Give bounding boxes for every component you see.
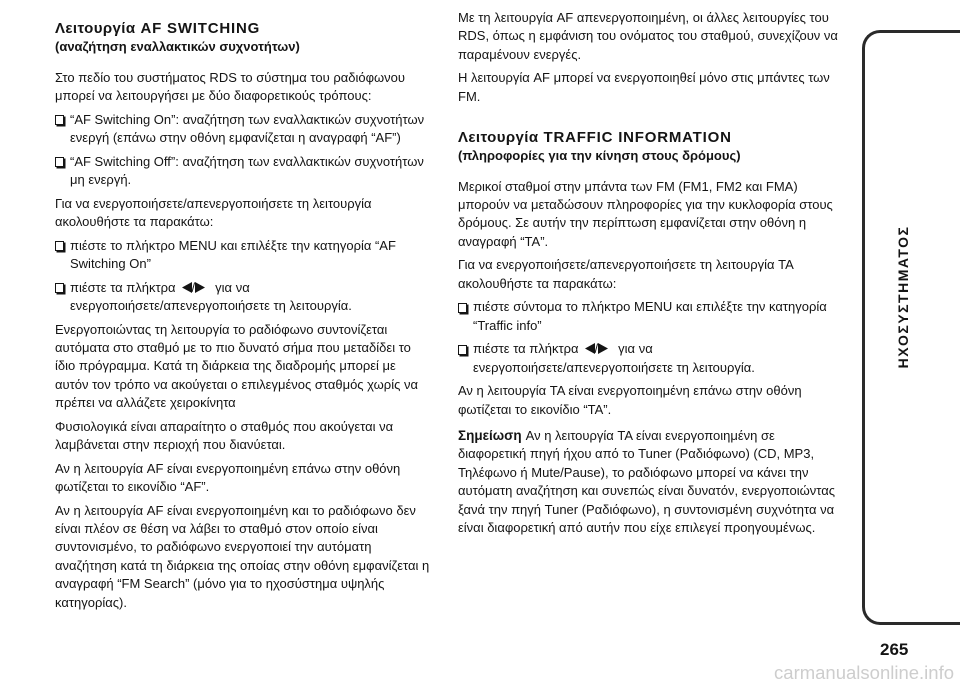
heading-prefix: Λειτουργία <box>458 128 539 146</box>
section-side-tab <box>862 30 960 625</box>
step-text: για να <box>618 341 653 357</box>
text-line: ενεργοποιήσετε/απενεργοποιήσετε τη λειτουργία. <box>70 298 352 314</box>
checkbox-bullet-icon <box>458 303 467 313</box>
paragraph-fm-search <box>55 502 447 612</box>
paragraph-reception <box>55 418 447 455</box>
note-paragraph <box>458 427 853 537</box>
text-line: ίδιο πρόγραμμα. Κατά τη διάρκεια της διαδρομής μπορεί με <box>55 358 396 374</box>
paragraph-howto <box>55 195 447 232</box>
text-line: ακολουθήστε τα παρακάτω: <box>458 275 617 291</box>
text-line: “Traffic info” <box>473 317 542 333</box>
checkbox-bullet-icon <box>55 241 64 251</box>
text-line: Αν η λειτουργία TA είναι ενεργοποιημένη επάνω στην οθόνη <box>458 383 802 399</box>
right-triangle-icon <box>598 343 608 354</box>
text-line: Μερικοί σταθμοί στην μπάντα των FM (FM1, FM2 και FMA) <box>458 178 798 194</box>
paragraph-ta-intro <box>458 178 853 252</box>
left-column <box>55 20 447 617</box>
text-line: “AF Switching Off”: αναζήτηση των εναλλακτικών συχνοτήτων <box>70 153 424 169</box>
text-line: Switching On” <box>70 256 151 272</box>
arrow-separator: / <box>191 279 196 295</box>
text-line: ακολουθήστε τα παρακάτω: <box>55 214 214 230</box>
right-triangle-icon <box>195 282 205 293</box>
list-item-ta-step-menu <box>458 298 853 335</box>
list-item-ta-step-keys <box>458 340 853 377</box>
left-triangle-icon <box>182 282 192 293</box>
text-line: Για να ενεργοποιήσετε/απενεργοποιήσετε τη λειτουργία TA <box>458 257 794 273</box>
text-line: Τηλέφωνο ή Mute/Pause), το ραδιόφωνο μπορεί να κάνει την <box>458 464 809 480</box>
text-line: Αν η λειτουργία AF είναι ενεργοποιημένη και το ραδιόφωνο δεν <box>55 502 416 518</box>
text-line: δρόμους. Σε αυτήν την περίπτωση εμφανίζεται στην οθόνη η <box>458 215 807 231</box>
list-item-step-menu <box>55 237 447 274</box>
text-line: είναι διαφορετική από αυτήν που είχε επιλεγεί προηγουμένως. <box>458 519 816 535</box>
text-line: μπορούν να μεταδώσουν πληροφορίες για την κυκλοφορία στους <box>458 196 833 212</box>
text-line <box>458 427 853 445</box>
text-line: αυτόματη αναζήτηση και συνεπώς είναι δυνατόν, ενεργοποιώντας <box>458 483 836 499</box>
text-line: συντονισμένο, το ραδιόφωνο ενεργοποιεί την αυτόματη <box>55 539 372 555</box>
checkbox-bullet-icon <box>458 345 467 355</box>
text-line: Για να ενεργοποιήσετε/απενεργοποιήσετε τη λειτουργία <box>55 195 372 211</box>
text-line: αναγραφή “TA”. <box>458 233 549 249</box>
text-line: κατηγορίας). <box>55 594 127 610</box>
checkbox-bullet-icon <box>55 115 64 125</box>
text-line: FM. <box>458 88 481 104</box>
text-line: ενεργοποιήσετε/απενεργοποιήσετε τη λειτουργία. <box>473 359 755 375</box>
paragraph-intro <box>55 69 447 106</box>
watermark: carmanualsonline.info <box>774 662 954 683</box>
text-line: μπορεί να λειτουργήσει με δύο διαφορετικούς τρόπους: <box>55 88 372 104</box>
paragraph-af-indicator <box>55 460 447 497</box>
list-item-step-keys <box>55 279 447 316</box>
list-item-af-on <box>55 111 447 148</box>
text-line: πιέστε το πλήκτρο MENU και επιλέξτε την κατηγορία “AF <box>70 237 396 253</box>
text-line: Φυσιολογικά είναι απαραίτητο ο σταθμός που ακούγεται να <box>55 418 394 434</box>
step-text: για να <box>215 279 250 295</box>
left-triangle-icon <box>585 343 595 354</box>
side-tab-label: ΗΧΟΣΥΣΤΗΜΑΤΟΣ <box>895 225 911 369</box>
section-heading-traffic-information <box>458 129 853 165</box>
arrow-separator: / <box>594 341 599 357</box>
text-line: Η λειτουργία AF μπορεί να ενεργοποιηθεί μόνο στις μπάντες των <box>458 70 830 86</box>
text-line: διαφορετική πηγή ήχου από το Tuner (Ραδιόφωνο) (CD, MP3, <box>458 446 815 462</box>
right-column <box>458 9 853 543</box>
text-line: αναγραφή “FM Search” (μόνο για το ηχοσύστημα υψηλής <box>55 576 385 592</box>
text-line: φωτίζεται το εικονίδιο “TA”. <box>458 401 612 417</box>
step-text: πιέστε τα πλήκτρα <box>473 341 579 357</box>
text-line: αυτόν τον τρόπο να ακούγεται ο επιλεγμένος σταθμός χωρίς να <box>55 376 418 392</box>
list-item-af-off <box>55 153 447 190</box>
paragraph-fm-only <box>458 69 853 106</box>
heading-title: AF SWITCHING <box>140 20 261 37</box>
text-line: Στο πεδίο του συστήματος RDS το σύστημα του ραδιόφωνου <box>55 69 406 85</box>
page-number: 265 <box>880 640 909 659</box>
arrow-keys <box>585 341 609 356</box>
section-heading-af-switching <box>55 20 447 56</box>
text-line: πρέπει να αλλάζετε χειροκίνητα <box>55 395 236 411</box>
text-line: ενεργή (επάνω στην οθόνη εμφανίζεται η αναγραφή “AF”) <box>70 130 401 146</box>
text-line: πιέστε σύντομα το πλήκτρο MENU και επιλέξτε την κατηγορία <box>473 299 827 315</box>
note-text: Αν η λειτουργία TA είναι ενεργοποιημένη σε <box>525 427 775 443</box>
step-text: πιέστε τα πλήκτρα <box>70 279 176 295</box>
text-line: παραμένουν ενεργές. <box>458 46 582 62</box>
section-title <box>458 129 853 147</box>
text-line: “AF Switching On”: αναζήτηση των εναλλακτικών συχνοτήτων <box>70 111 425 127</box>
text-line: μη ενεργή. <box>70 172 132 188</box>
paragraph-ta-indicator <box>458 382 853 419</box>
text-line <box>70 279 447 297</box>
text-line: RDS, όπως η εμφάνιση του ονόματος του σταθμού, συνεχίζουν να <box>458 28 838 44</box>
text-line: αυτόματα στο σταθμό με το πιο δυνατό σήμα που μεταδίδει το <box>55 340 411 355</box>
text-line: αναζήτηση κατά τη διάρκεια της οποίας στην οθόνη εμφανίζεται η <box>55 557 430 573</box>
section-title <box>55 20 447 38</box>
paragraph-auto-tuning <box>55 321 447 413</box>
arrow-keys <box>182 280 206 295</box>
checkbox-bullet-icon <box>55 157 64 167</box>
text-line: είναι πλέον σε θέση να λάβει το σταθμό στον οποίο είναι <box>55 521 378 537</box>
text-line: ξανά την πηγή Tuner (Ραδιόφωνο), η συντονισμένη συχνότητα να <box>458 501 835 517</box>
paragraph-af-off <box>458 9 853 64</box>
text-line: Αν η λειτουργία AF είναι ενεργοποιημένη επάνω στην οθόνη <box>55 460 401 476</box>
text-line: φωτίζεται το εικονίδιο “AF”. <box>55 479 210 495</box>
text-line: λαμβάνεται στην περιοχή που διανύεται. <box>55 437 286 453</box>
text-line: Με τη λειτουργία AF απενεργοποιημένη, οι άλλες λειτουργίες του <box>458 9 829 25</box>
heading-title: TRAFFIC INFORMATION <box>543 128 732 146</box>
heading-prefix: Λειτουργία <box>55 20 136 37</box>
checkbox-bullet-icon <box>55 283 64 293</box>
paragraph-ta-howto <box>458 256 853 293</box>
note-label: Σημείωση <box>458 427 522 443</box>
section-subtitle: (πληροφορίες για την κίνηση στους δρόμους) <box>458 147 741 163</box>
text-line <box>473 340 853 358</box>
section-subtitle: (αναζήτηση εναλλακτικών συχνοτήτων) <box>55 39 300 54</box>
text-line: Ενεργοποιώντας τη λειτουργία το ραδιόφωνο συντονίζεται <box>55 321 388 337</box>
